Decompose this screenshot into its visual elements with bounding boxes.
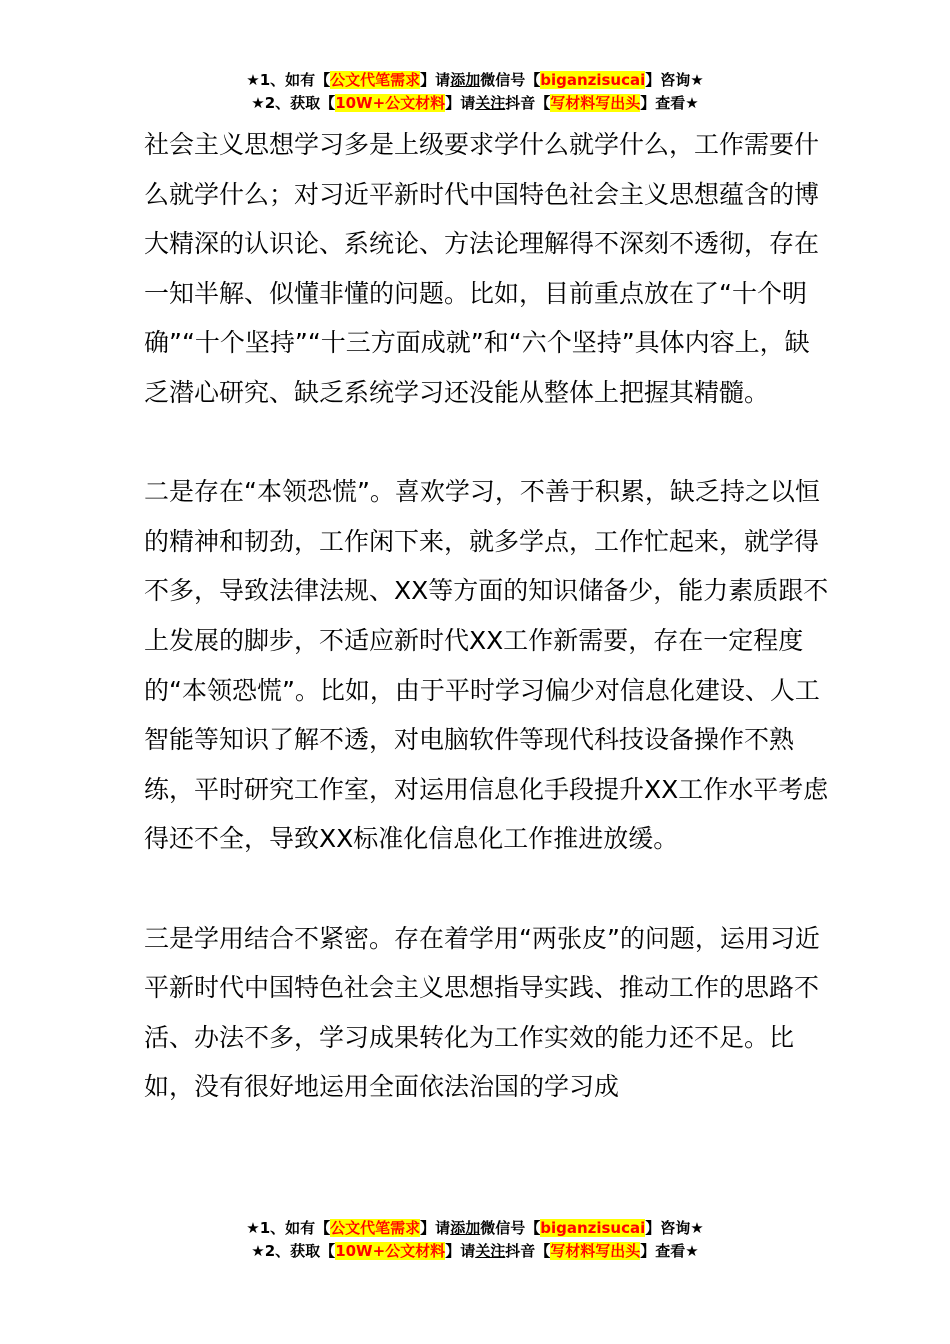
materials-highlight: 10W+公文材料: [335, 94, 446, 112]
service-highlight: 公文代笔需求: [330, 1219, 421, 1237]
document-body: [144, 120, 834, 1112]
materials-highlight: 10W+公文材料: [335, 1242, 446, 1260]
banner-line-1: ★1、如有【公文代笔需求】请添加微信号【biganzisucai】咨询★: [246, 1219, 704, 1237]
wechat-id-highlight: biganzisucai: [540, 1219, 646, 1237]
wechat-id-highlight: biganzisucai: [540, 71, 646, 89]
douyin-id-highlight: 写材料写出头: [550, 1242, 641, 1260]
header-banner: [0, 69, 950, 115]
paragraph-study-application: 三是学用结合不紧密。存在着学用“两张皮”的问题，运用习近平新时代中国特色社会主义思想指导实践、推动工作的思路不活、办法不多，学习成果转化为工作实效的能力还不足。比如，没有很好地运用全面依法治国的学习成: [144, 923, 820, 1102]
douyin-id-highlight: 写材料写出头: [550, 94, 641, 112]
add-underline: 添加: [450, 1219, 481, 1237]
banner-line-1: ★1、如有【公文代笔需求】请添加微信号【biganzisucai】咨询★: [246, 71, 704, 89]
add-underline: 添加: [450, 71, 481, 89]
banner-line-2: ★2、获取【10W+公文材料】请关注抖音【写材料写出头】查看★: [251, 1242, 699, 1260]
paragraph-continuation: 社会主义思想学习多是上级要求学什么就学什么，工作需要什么就学什么；对习近平新时代中国特色社会主义思想蕴含的博大精深的认识论、系统论、方法论理解得不深刻不透彻，存在一知半解、似懂非懂的问题。比如，目前重点放在了“十个明确”“十个坚持”“十三方面成就”和“六个坚持”具体内容上，缺乏潜心研究、缺乏系统学习还没能从整体上把握其精髓。: [144, 130, 820, 407]
banner-line-2: ★2、获取【10W+公文材料】请关注抖音【写材料写出头】查看★: [251, 94, 699, 112]
paragraph-skill-panic: 二是存在“本领恐慌”。喜欢学习，不善于积累，缺乏持之以恒的精神和韧劲，工作闲下来，就多学点，工作忙起来，就学得不多，导致法律法规、XX等方面的知识储备少，能力素质跟不上发展的脚步，不适应新时代XX工作新需要，存在一定程度的“本领恐慌”。比如，由于平时学习偏少对信息化建设、人工智能等知识了解不透，对电脑软件等现代科技设备操作不熟练，平时研究工作室，对运用信息化手段提升XX工作水平考虑得还不全，导致XX标准化信息化工作推进放缓。: [144, 477, 829, 854]
follow-underline: 关注: [475, 94, 506, 112]
service-highlight: 公文代笔需求: [330, 71, 421, 89]
follow-underline: 关注: [475, 1242, 506, 1260]
footer-banner: [0, 1217, 950, 1263]
